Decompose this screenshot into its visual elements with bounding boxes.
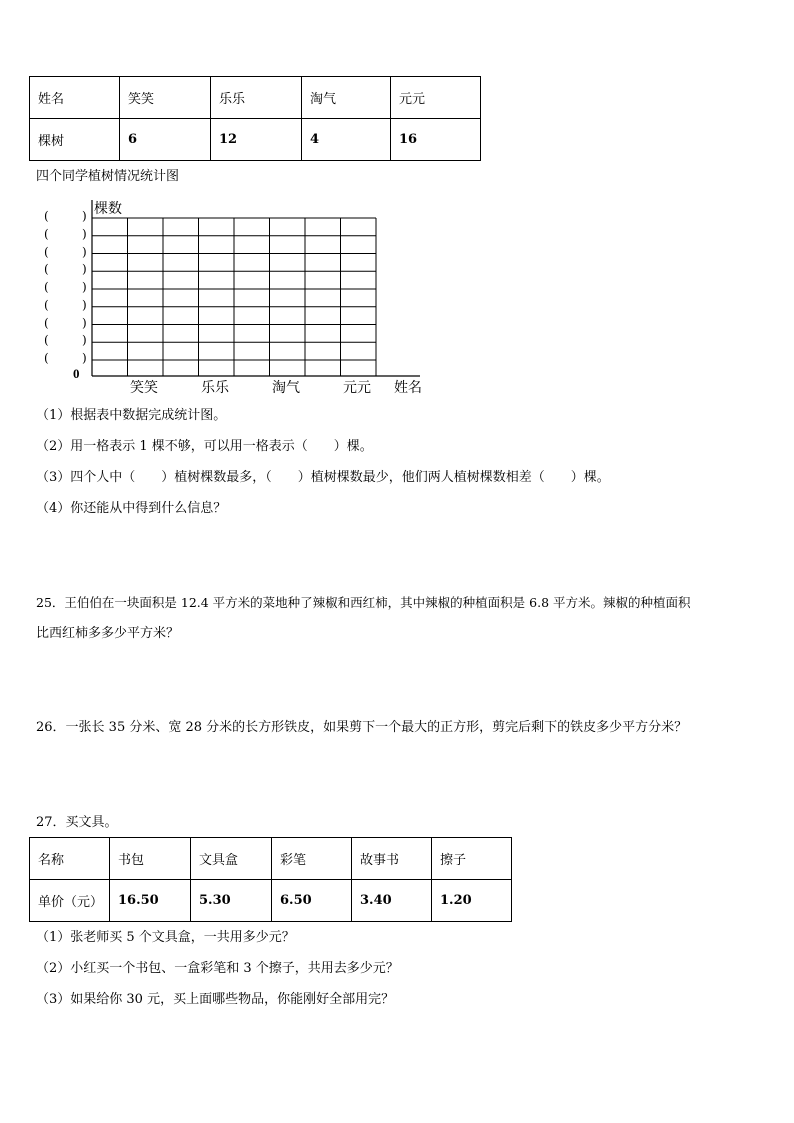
table-cell: 故事书 [352, 838, 432, 880]
stationery-price-table [29, 837, 512, 922]
y-tick-open-paren: ( [44, 209, 49, 223]
x-category-label: 元元 [343, 380, 371, 396]
question-26: 26．一张长 35 分米、宽 28 分米的长方形铁皮，如果剪下一个最大的正方形，剪完后剩下的铁皮多少平方分米？ [36, 720, 688, 735]
origin-label: 0 [73, 366, 80, 381]
table-cell: 淘气 [302, 77, 391, 119]
table-cell: 文具盒 [191, 838, 272, 880]
question-25-line-2: 比西红柿多多少平方米？ [36, 626, 180, 641]
table-cell: 笑笑 [120, 77, 211, 119]
y-tick-open-paren: ( [44, 226, 49, 241]
y-tick-close-paren: ) [82, 244, 87, 259]
question-24-3: （3）四个人中（ ）植树棵数最多，（ ）植树棵数最少，他们两人植树棵数相差（ ）棵。 [36, 470, 610, 485]
y-tick-close-paren: ) [82, 351, 87, 365]
y-tick-open-paren: ( [44, 280, 49, 294]
y-axis-label: 棵数 [94, 201, 122, 217]
y-tick-close-paren: ) [82, 226, 87, 241]
table-cell: 棵树 [30, 119, 120, 161]
y-tick-close-paren: ) [82, 262, 87, 277]
table-row [30, 880, 512, 922]
table-cell: 16 [391, 119, 481, 161]
table-cell: 16.50 [110, 880, 191, 922]
y-tick-close-paren: ) [82, 333, 87, 348]
table-cell: 6.50 [272, 880, 352, 922]
y-tick-open-paren: ( [44, 351, 49, 365]
x-category-label: 乐乐 [201, 380, 229, 396]
table-cell: 3.40 [352, 880, 432, 922]
chart-title: 四个同学植树情况统计图 [36, 169, 180, 184]
y-tick-close-paren: ) [82, 280, 87, 294]
table-cell: 4 [302, 119, 391, 161]
table-cell: 擦子 [432, 838, 512, 880]
question-25-line-1: 25．王伯伯在一块面积是 12.4 平方米的菜地种了辣椒和西红柿，其中辣椒的种植面积是 6.8 平方米。辣椒的种植面积 [36, 595, 691, 610]
table-cell: 姓名 [30, 77, 120, 119]
y-tick-open-paren: ( [44, 297, 49, 312]
tree-count-table [29, 76, 481, 161]
y-tick-close-paren: ) [82, 209, 87, 223]
x-category-label: 笑笑 [130, 380, 158, 396]
table-row [30, 838, 512, 880]
question-24-1: （1）根据表中数据完成统计图。 [36, 408, 227, 423]
table-cell: 5.30 [191, 880, 272, 922]
question-24-2: （2）用一格表示 1 棵不够，可以用一格表示（ ）棵。 [36, 439, 373, 454]
table-cell: 元元 [391, 77, 481, 119]
y-tick-open-paren: ( [44, 333, 49, 348]
table-cell: 名称 [30, 838, 110, 880]
question-27-1: （1）张老师买 5 个文具盒，一共用多少元？ [36, 930, 295, 945]
table-row [30, 77, 481, 119]
y-tick-open-paren: ( [44, 262, 49, 277]
table-cell: 书包 [110, 838, 191, 880]
x-category-label: 淘气 [272, 380, 300, 396]
question-27-title: 27．买文具。 [36, 815, 118, 830]
table-cell: 1.20 [432, 880, 512, 922]
table-cell: 彩笔 [272, 838, 352, 880]
y-tick-open-paren: ( [44, 315, 49, 330]
table-cell: 6 [120, 119, 211, 161]
y-tick-close-paren: ) [82, 315, 87, 330]
question-27-2: （2）小红买一个书包、一盒彩笔和 3 个擦子，共用去多少元？ [36, 961, 399, 976]
y-tick-open-paren: ( [44, 244, 49, 259]
x-axis-label: 姓名 [394, 380, 422, 396]
table-cell: 12 [211, 119, 302, 161]
question-27-3: （3）如果给你 30 元，买上面哪些物品，你能刚好全部用完？ [36, 992, 395, 1007]
question-24-4: （4）你还能从中得到什么信息？ [36, 501, 227, 516]
blank-chart-grid [86, 196, 426, 396]
table-cell: 乐乐 [211, 77, 302, 119]
table-cell: 单价（元） [30, 880, 110, 922]
y-tick-close-paren: ) [82, 297, 87, 312]
table-row [30, 119, 481, 161]
